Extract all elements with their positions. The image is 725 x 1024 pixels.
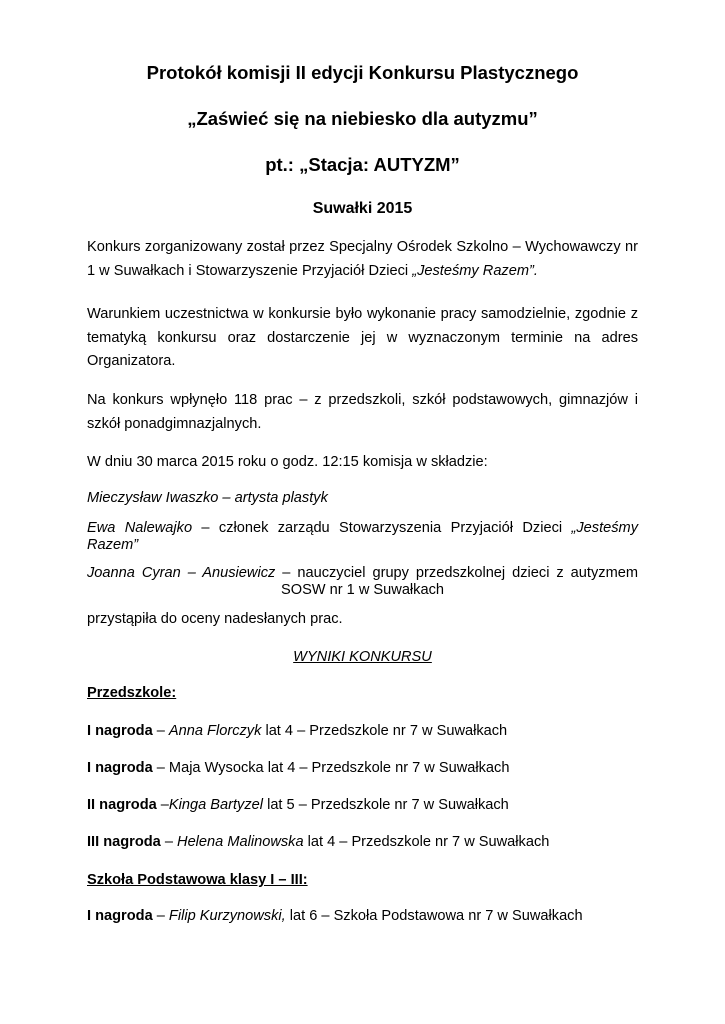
contest-theme: pt.: „Stacja: AUTYZM” [265,154,460,175]
award-separator: – [152,760,169,776]
award-details: lat 6 – Szkoła Podstawowa nr 7 w Suwałkach [285,908,583,924]
award-row [87,760,638,776]
award-details: lat 4 – Przedszkole nr 7 w Suwałkach [261,723,508,739]
award-separator: – [160,834,178,850]
award-winner: Maja Wysocka [168,760,264,776]
award-winner: Kinga Bartyzel [168,797,264,813]
award-details: lat 4 – Przedszkole nr 7 w Suwałkach [263,760,510,776]
award-winner: Anna Florczyk [168,723,262,739]
committee-member-2-cont [87,537,638,553]
contest-name: „Zaświeć się na niebiesko dla autyzmu” [187,108,538,129]
committee-member-3-name: Joanna Cyran – Anusiewicz [87,565,276,581]
results-heading-text: WYNIKI KONKURSU [293,649,432,665]
intro-paragraph-submissions: Na konkurs wpłynęło 118 prac – z przedszkoli, szkół podstawowych, gimnazjów i szkół ponadgimnazjalnych. [87,392,638,432]
results-heading [87,649,638,665]
intro-paragraph-conditions: Warunkiem uczestnictwa w konkursie było wykonanie pracy samodzielnie, zgodnie z tematyką konkursu oraz dostarczenie jej w wyznaczonym terminie na adres Organizatora. [87,306,638,369]
organization-name: „Jesteśmy Razem”. [412,262,538,279]
document-title: Protokół komisji II edycji Konkursu Plastycznego [146,62,579,83]
award-winner: Filip Kurzynowski, [168,908,286,924]
committee-member-2-role: – członek zarządu Stowarzyszenia Przyjaciół Dzieci [192,520,572,536]
section-title-preschool-text: Przedszkole: [87,685,177,701]
intro-paragraph-date: W dniu 30 marca 2015 roku o godz. 12:15 komisja w składzie: [87,454,488,470]
award-row [87,908,638,924]
committee-member-2 [87,520,638,536]
award-winner: Helena Malinowska [177,834,304,850]
award-prize: II nagroda [87,797,157,813]
intro-paragraph-organizers [87,236,638,283]
award-separator: – [152,908,169,924]
committee-member-2-org-b: Razem” [87,537,139,553]
committee-member-3-role: – nauczyciel grupy przedszkolnej dzieci z autyzmem [275,565,638,581]
committee-member-1 [87,490,638,506]
committee-closing: przystąpiła do oceny nadesłanych prac. [87,611,343,627]
section-title-preschool [87,685,638,701]
committee-member-3-cont: SOSW nr 1 w Suwałkach [280,582,445,598]
award-prize: I nagroda [87,760,153,776]
award-row [87,834,638,850]
award-prize: I nagroda [87,723,153,739]
section-title-primary-text: Szkoła Podstawowa klasy I – III: [87,872,308,888]
award-details: lat 5 – Przedszkole nr 7 w Suwałkach [263,797,509,813]
award-separator: – [152,723,169,739]
city-year: Suwałki 2015 [312,200,413,217]
committee-member-1-text: Mieczysław Iwaszko – artysta plastyk [87,490,328,506]
award-prize: I nagroda [87,908,153,924]
committee-member-2-org-a: „Jesteśmy [571,520,638,536]
award-prize: III nagroda [87,834,161,850]
section-title-primary [87,872,638,888]
organizers-text: Konkurs zorganizowany został przez Specjalny Ośrodek Szkolno – Wychowawczy nr 1 w Suwałkach i Stowarzyszenie Przyjaciół Dzieci [87,239,638,279]
award-row [87,797,638,813]
award-row [87,723,638,739]
award-details: lat 4 – Przedszkole nr 7 w Suwałkach [303,834,550,850]
committee-member-3 [87,565,638,581]
committee-member-2-name: Ewa Nalewajko [87,520,193,536]
award-separator: – [156,797,169,813]
